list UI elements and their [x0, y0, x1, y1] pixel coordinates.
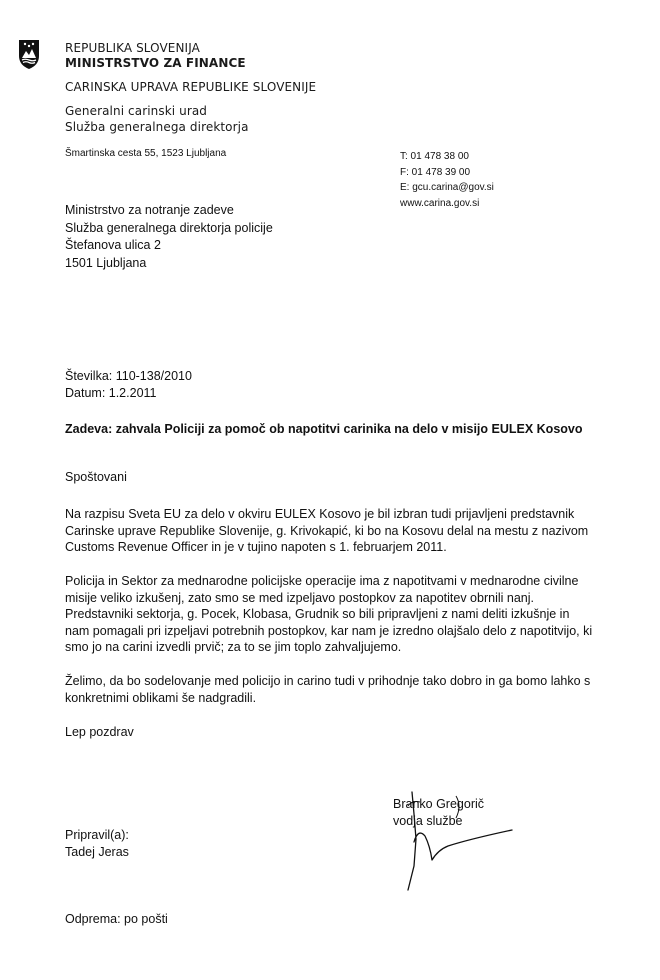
paragraph-line: Customs Revenue Officer in je v tujino napoten s 1. februarjem 2011.	[65, 540, 447, 554]
contact-email: E: gcu.carina@gov.si	[400, 182, 494, 193]
header-ministry: MINISTRSTVO ZA FINANCE	[65, 56, 246, 70]
subject-line: Zadeva: zahvala Policiji za pomoč ob napotitvi carinika na delo v misijo EULEX Kosovo	[65, 422, 583, 436]
header-customs: CARINSKA UPRAVA REPUBLIKE SLOVENIJE	[65, 80, 317, 94]
paragraph-line: Policija in Sektor za mednarodne policijske operacije ima z napotitvami v mednarodne civilne	[65, 574, 579, 588]
paragraph-3	[65, 673, 625, 706]
signatory-name: Branko Gregorič	[393, 797, 485, 811]
prepared-by-name: Tadej Jeras	[65, 845, 129, 859]
salutation: Spoštovani	[65, 470, 127, 484]
paragraph-line: konkretnimi oblikami še nadgradili.	[65, 690, 257, 705]
contact-block	[400, 149, 494, 211]
contact-phone: T: 01 478 38 00	[400, 151, 469, 162]
recipient-line-1: Ministrstvo za notranje zadeve	[65, 203, 234, 217]
reference-date: Datum: 1.2.2011	[65, 385, 157, 400]
paragraph-line: nam pomagali pri izpeljavi potrebnih postopkov, kar nam je izredno olajšalo delo z napotitvijo, ki	[65, 623, 593, 638]
header-office-2: Služba generalnega direktorja	[65, 120, 249, 134]
sender-address: Šmartinska cesta 55, 1523 Ljubljana	[65, 148, 227, 159]
handwritten-signature	[390, 784, 530, 894]
signatory-title: vodja službe	[393, 814, 463, 828]
recipient-line-4: 1501 Ljubljana	[65, 255, 147, 270]
recipient-line-2: Služba generalnega direktorja policije	[65, 220, 273, 235]
paragraph-2	[65, 573, 625, 656]
prepared-by-block	[65, 827, 129, 861]
header-office-1: Generalni carinski urad	[65, 104, 208, 118]
paragraph-1	[65, 506, 625, 556]
paragraph-line: Predstavniki sektorja, g. Pocek, Klobasa, Grudnik so bili pripravljeni z nami deliti izkušnje in	[65, 607, 570, 621]
header-republic: REPUBLIKA SLOVENIJA	[65, 41, 200, 55]
coat-of-arms-icon	[17, 38, 41, 70]
paragraph-line: Na razpisu Sveta EU za delo v okviru EULEX Kosovo je bil izbran tudi prijavljeni predstavnik	[65, 507, 575, 521]
dispatch-note: Odprema: po pošti	[65, 912, 168, 926]
reference-number: Številka: 110-138/2010	[65, 369, 192, 383]
paragraph-line: misije veliko izkušenj, zato smo se med izpeljavo postopkov za napotitev obrnili nanj.	[65, 590, 534, 605]
recipient-address	[65, 202, 273, 272]
contact-web: www.carina.gov.si	[400, 197, 480, 209]
closing: Lep pozdrav	[65, 725, 134, 739]
prepared-by-label: Pripravil(a):	[65, 828, 129, 842]
recipient-line-3: Štefanova ulica 2	[65, 238, 161, 252]
paragraph-line: Želimo, da bo sodelovanje med policijo in carino tudi v prihodnje tako dobro in ga bomo lahko s	[65, 674, 591, 688]
paragraph-line: smo jo na carini izvedli prvič; za to se jim toplo zahvaljujemo.	[65, 640, 402, 654]
paragraph-line: Carinske uprave Republike Slovenije, g. Krivokapić, ki bo na Kosovu delal na mestu z nazivom	[65, 523, 589, 538]
reference-block	[65, 368, 192, 401]
contact-fax: F: 01 478 39 00	[400, 166, 471, 178]
